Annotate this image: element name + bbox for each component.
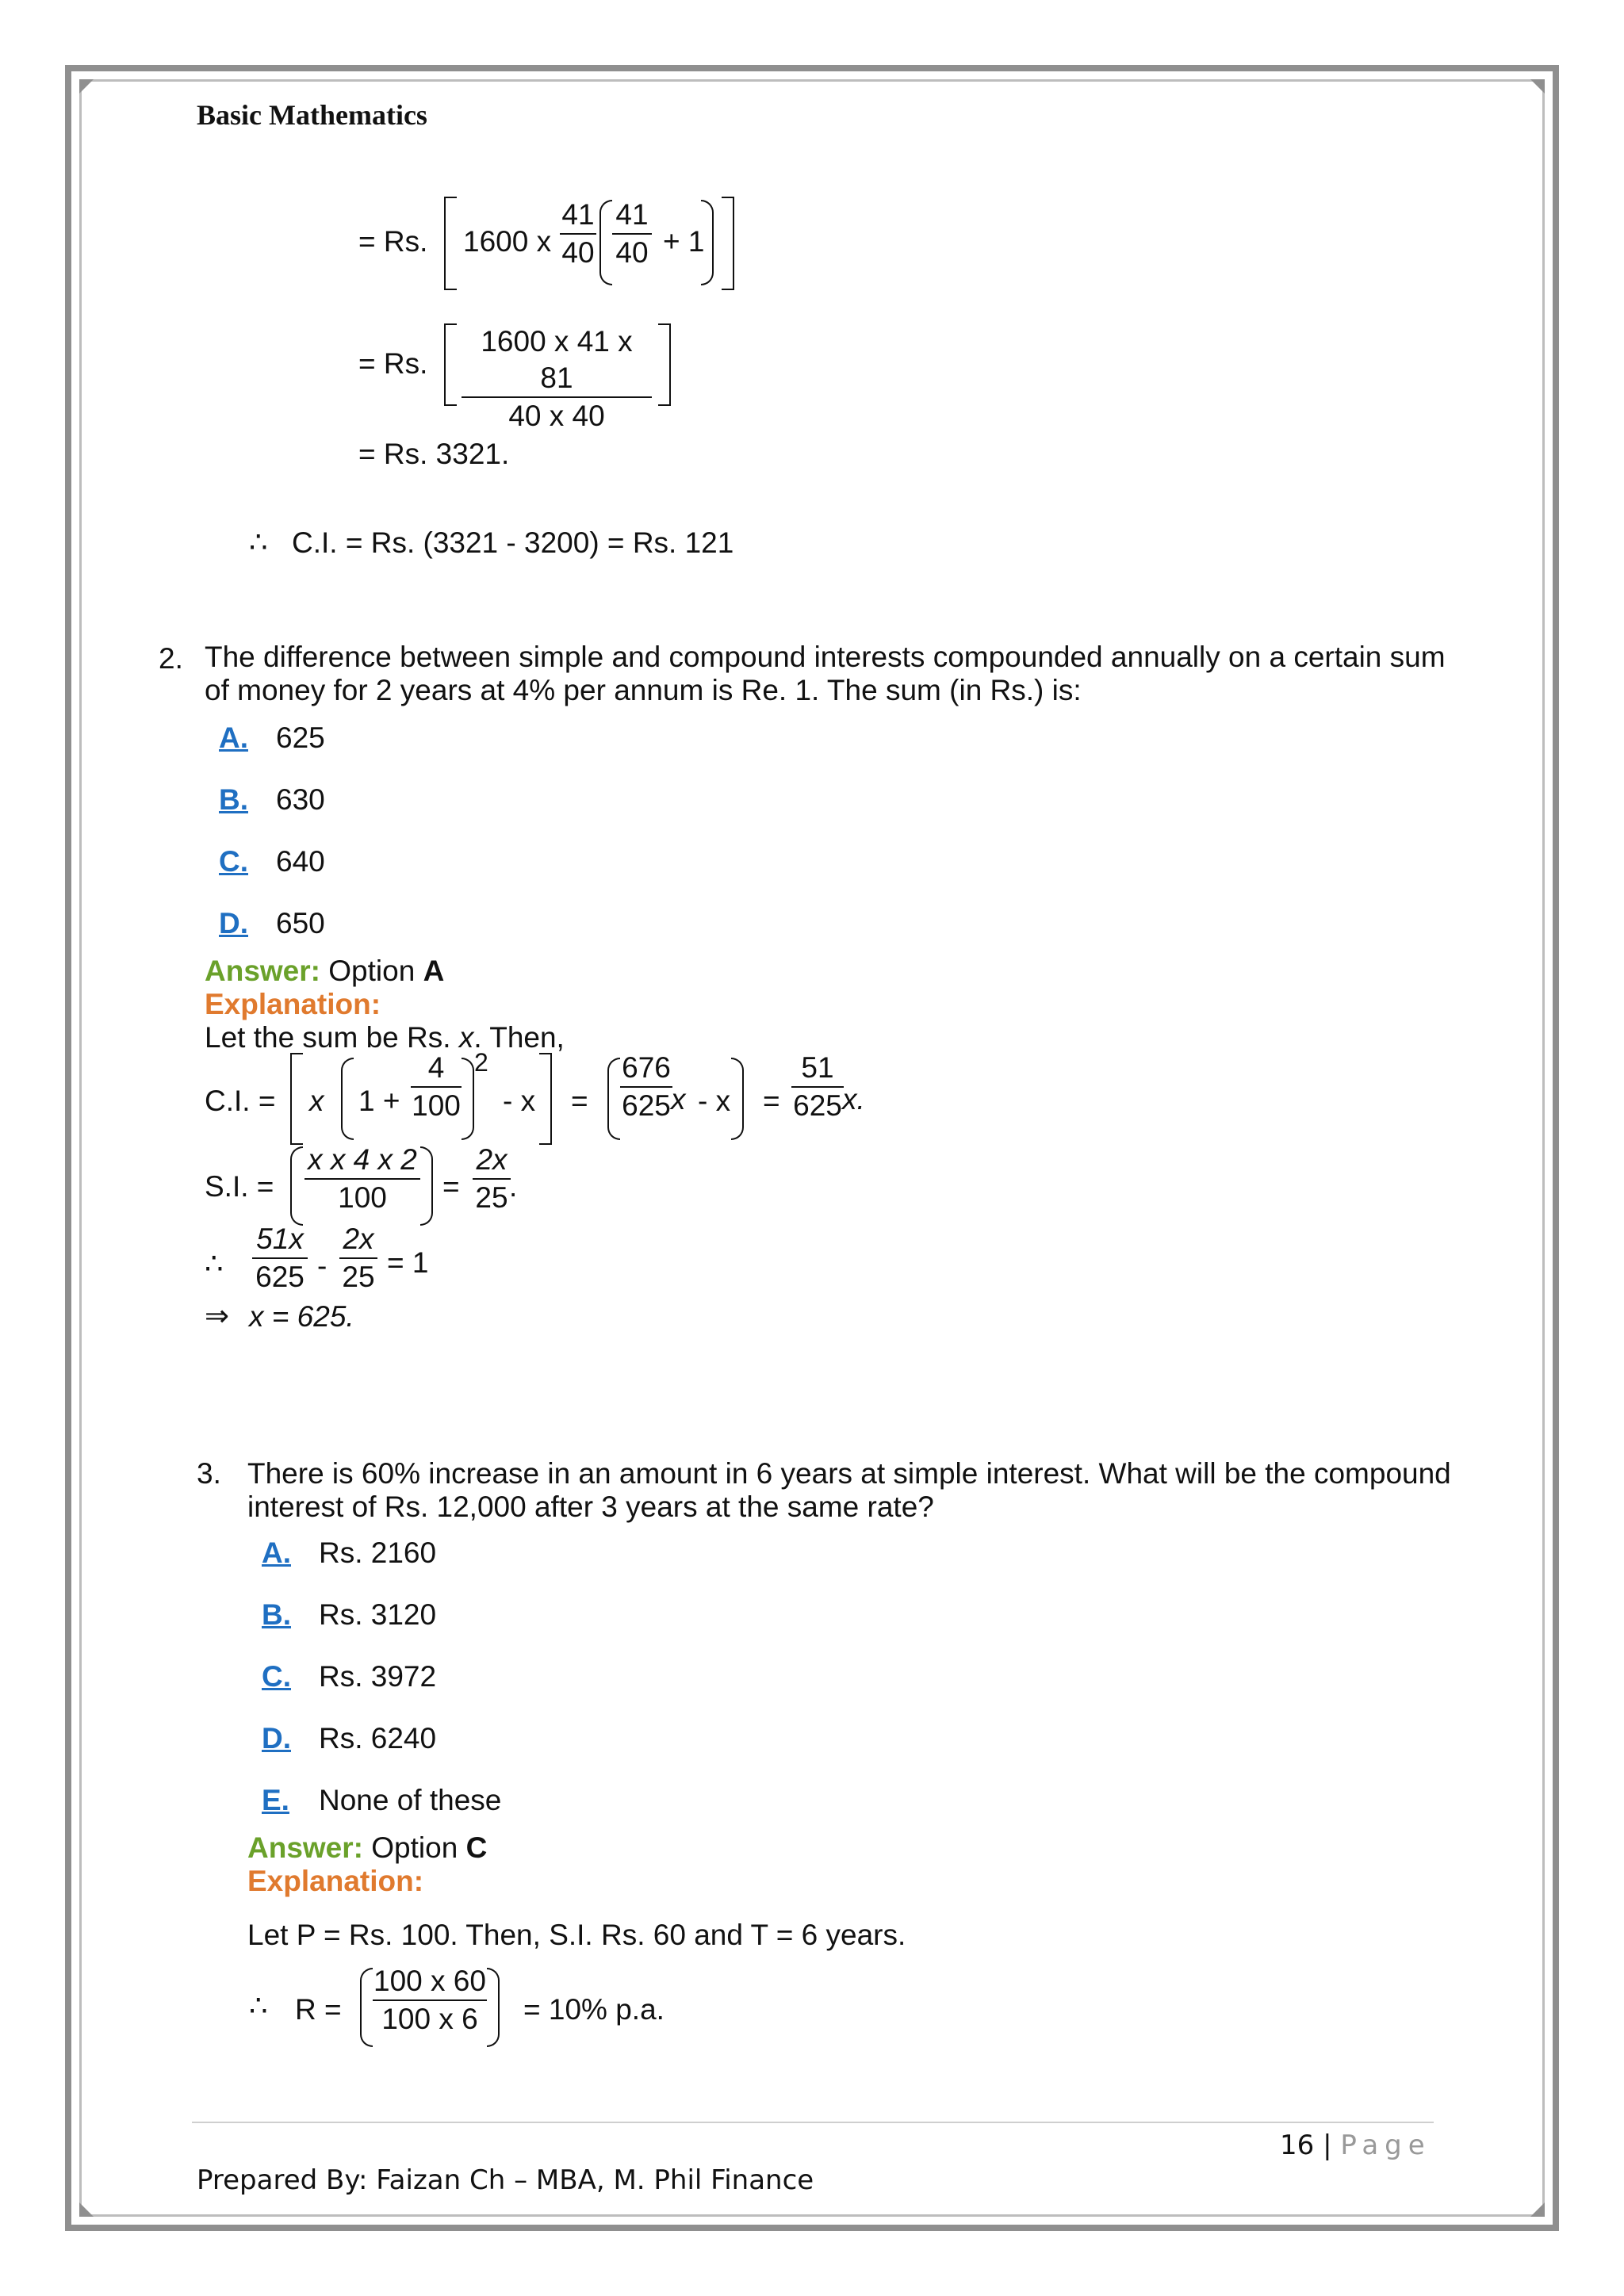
ci-result: C.I. = Rs. (3321 - 3200) = Rs. 121	[292, 526, 734, 559]
fraction-51x-625: 51x 625	[252, 1221, 308, 1295]
option-letter[interactable]: D.	[219, 907, 248, 939]
question-number: 2.	[159, 642, 183, 675]
footer-divider	[192, 2122, 1434, 2123]
corner-ornament-bottom-left	[79, 2202, 94, 2217]
equals: =	[571, 1085, 588, 1117]
question-number: 3.	[197, 1457, 221, 1490]
option-letter[interactable]: C.	[262, 1660, 291, 1693]
therefore-symbol: ∴	[249, 526, 268, 558]
question-text-line2: interest of Rs. 12,000 after 3 years at the same rate?	[247, 1490, 934, 1523]
left-paren	[341, 1058, 354, 1140]
fraction-676-625: 676 625	[620, 1050, 672, 1124]
option-value: Rs. 3972	[319, 1660, 437, 1693]
r-label: R =	[295, 1993, 342, 2026]
explanation-label: Explanation:	[205, 988, 381, 1020]
explanation-intro: Let P = Rs. 100. Then, S.I. Rs. 60 and T = 6 years.	[247, 1919, 906, 1951]
prepared-by: Prepared By: Faizan Ch – MBA, M. Phil Finance	[197, 2164, 814, 2196]
corner-ornament-bottom-right	[1530, 2202, 1545, 2217]
rate-result: = 10% p.a.	[523, 1993, 665, 2026]
exponent: 2	[474, 1048, 488, 1077]
right-bracket	[722, 197, 734, 290]
therefore-symbol: ∴	[249, 1989, 268, 2022]
left-paren	[290, 1146, 303, 1226]
left-paren	[599, 200, 612, 285]
option-value: None of these	[319, 1784, 502, 1816]
right-paren	[420, 1146, 433, 1226]
left-paren	[360, 1968, 373, 2047]
question-text-line2: of money for 2 years at 4% per annum is Re. 1. The sum (in Rs.) is:	[205, 674, 1082, 706]
rs-label-2: = Rs.	[358, 347, 428, 380]
one-plus: 1 +	[358, 1085, 400, 1117]
option-letter[interactable]: B.	[262, 1598, 291, 1631]
explanation-label: Explanation:	[247, 1865, 424, 1897]
fraction-main: 1600 x 41 x 81 40 x 40	[462, 323, 652, 434]
dot: .	[509, 1170, 518, 1203]
fraction-2x-25-b: 2x 25	[339, 1221, 377, 1295]
corner-ornament-top-right	[1530, 79, 1545, 94]
ci-label: C.I. =	[205, 1085, 276, 1117]
right-bracket	[539, 1053, 552, 1145]
answer-line: Answer: Option A	[205, 955, 445, 987]
rs-label: = Rs.	[358, 225, 428, 258]
minus: -	[317, 1249, 327, 1282]
page-number: 16 | Page	[1280, 2130, 1431, 2161]
left-bracket-2	[444, 323, 457, 406]
fraction-si: x x 4 x 2 100	[304, 1142, 420, 1216]
fraction-51-625: 51 625	[791, 1050, 844, 1124]
explanation-intro: Let the sum be Rs. x. Then,	[205, 1021, 565, 1054]
calc-result: = Rs. 3321.	[358, 438, 510, 470]
fraction-4-100: 4 100	[412, 1051, 461, 1122]
right-paren	[462, 1058, 474, 1140]
fraction-rate: 100 x 60 100 x 6	[373, 1965, 486, 2035]
final-answer: x = 625.	[249, 1300, 354, 1333]
option-value: 650	[276, 907, 325, 939]
left-bracket	[290, 1053, 303, 1145]
corner-ornament-top-left	[79, 79, 94, 94]
option-value: 640	[276, 845, 325, 878]
left-paren-2	[607, 1058, 620, 1140]
option-letter[interactable]: C.	[219, 845, 248, 878]
fraction-41-40-b: 41 40	[612, 197, 652, 271]
option-letter[interactable]: D.	[262, 1722, 291, 1755]
right-paren	[701, 200, 714, 285]
option-value: Rs. 2160	[319, 1536, 437, 1569]
var-x-dot: x.	[842, 1083, 865, 1115]
question-text-line1: The difference between simple and compound interests compounded annually on a certain sum	[205, 641, 1446, 673]
option-letter[interactable]: A.	[262, 1536, 291, 1569]
option-value: Rs. 6240	[319, 1722, 437, 1755]
option-letter[interactable]: B.	[219, 783, 248, 816]
left-bracket	[444, 197, 457, 290]
minus-x: - x	[503, 1085, 536, 1117]
right-paren-2	[731, 1058, 744, 1140]
equals: =	[763, 1085, 780, 1117]
minus-x: - x	[698, 1085, 731, 1117]
calc-prefix: 1600 x	[463, 225, 552, 258]
fraction-2x-25: 2x 25	[473, 1142, 511, 1216]
option-letter[interactable]: E.	[262, 1784, 289, 1816]
var-x: x	[309, 1085, 324, 1117]
right-paren	[487, 1968, 500, 2047]
right-bracket-2	[658, 323, 671, 406]
plus-one: + 1	[663, 225, 705, 258]
equals: =	[442, 1170, 460, 1203]
option-value: Rs. 3120	[319, 1598, 437, 1631]
question-text-line1: There is 60% increase in an amount in 6 years at simple interest. What will be the compound	[247, 1457, 1451, 1490]
fraction-41-40: 41 40	[560, 197, 596, 271]
var-x: x	[671, 1083, 686, 1115]
implies-symbol: ⇒	[205, 1299, 230, 1332]
page-header-title: Basic Mathematics	[197, 99, 427, 131]
therefore-symbol: ∴	[205, 1247, 224, 1280]
option-letter[interactable]: A.	[219, 721, 248, 754]
si-label: S.I. =	[205, 1170, 274, 1203]
option-value: 625	[276, 721, 325, 754]
equals-one: = 1	[387, 1246, 429, 1279]
option-value: 630	[276, 783, 325, 816]
answer-line: Answer: Option C	[247, 1831, 488, 1864]
